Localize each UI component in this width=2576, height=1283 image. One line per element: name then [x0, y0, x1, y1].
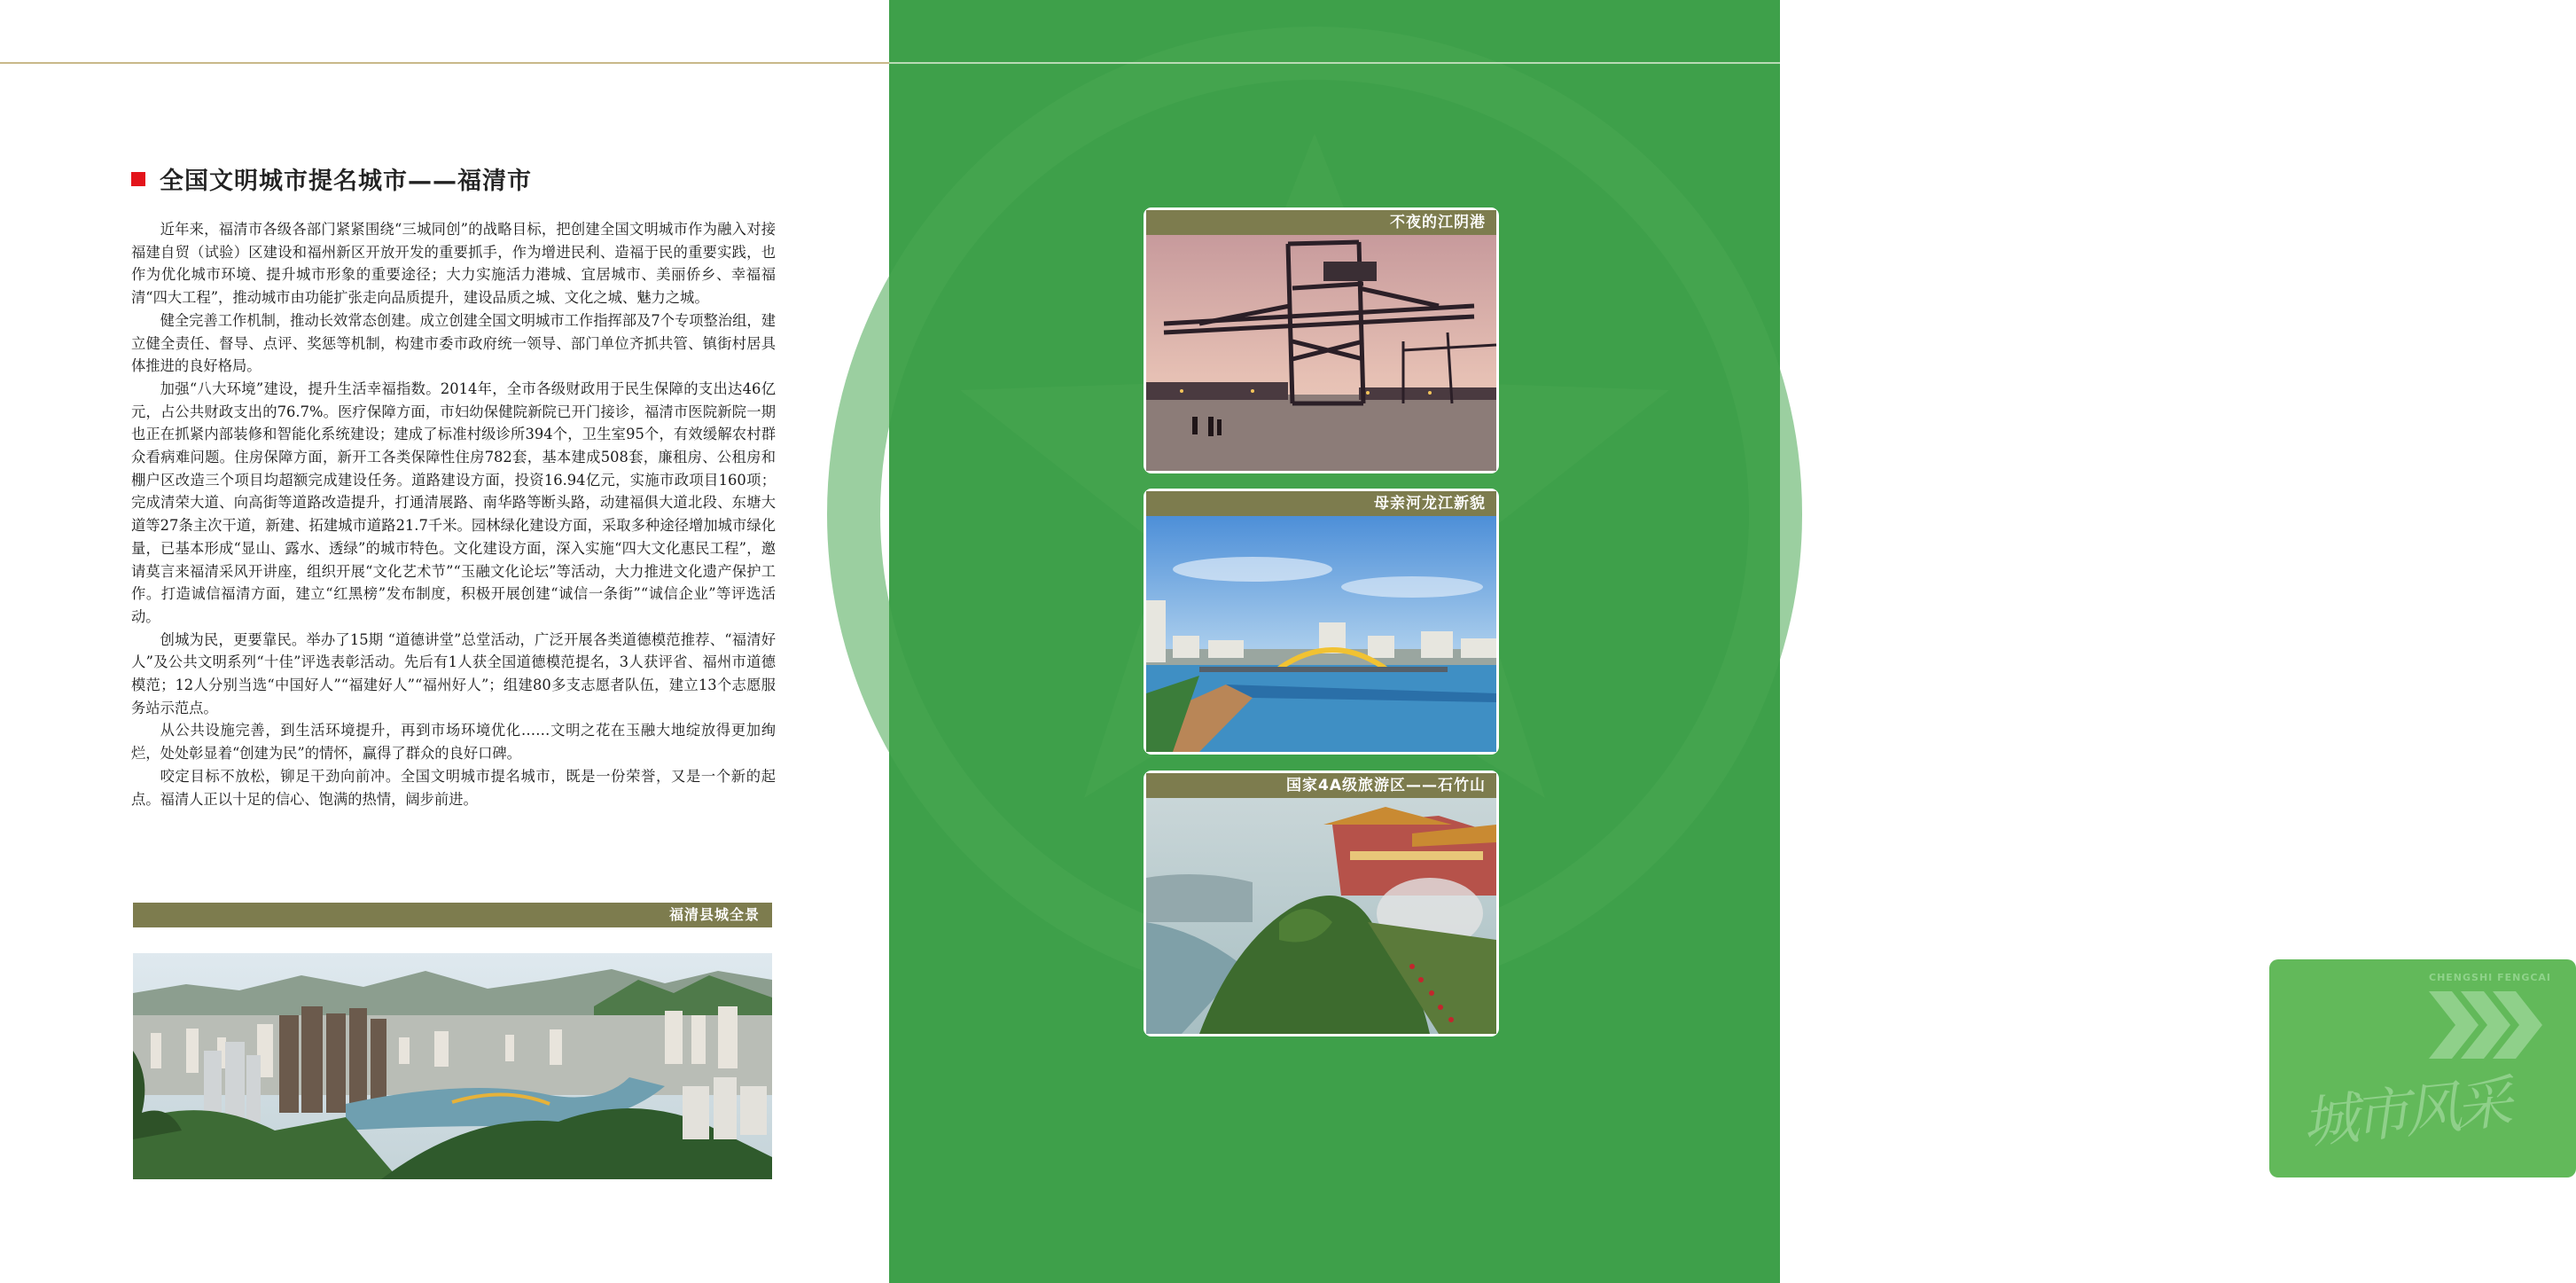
photo-caption: 不夜的江阴港 — [1146, 210, 1496, 235]
paragraph: 近年来，福清市各级各部门紧紧围绕“三城同创”的战略目标，把创建全国文明城市作为融入对接福建自贸（试验）区建设和福州新区开放开发的重要抓手，作为增进民利、造福于民的重要实践，也作为优化城市环境、提升城市形象的重要途径；大力实施活力港城、宜居城市、美丽侨乡、幸福福清“四大工程”，推动城市由功能扩张走向品质提升，建设品质之城、文化之城、魅力之城。 — [131, 221, 776, 307]
port-crane-photo — [1146, 235, 1496, 471]
paragraph: 从公共设施完善，到生活环境提升，再到市场环境优化……文明之花在玉融大地绽放得更加绚烂，处处彰显着“创建为民”的情怀，赢得了群众的良好口碑。 — [131, 722, 776, 763]
photo-caption: 国家4A级旅游区——石竹山 — [1146, 773, 1496, 798]
river-bridge-photo — [1146, 516, 1496, 752]
brand-chinese: 城市风采 — [2299, 1070, 2510, 1157]
temple-mountain-photo — [1146, 798, 1496, 1034]
top-rule — [889, 62, 1780, 64]
paragraph: 健全完善工作机制，推动长效常态创建。成立创建全国文明城市工作指挥部及7个专项整治组，建立健全责任、督导、点评、奖惩等机制，构建市委市政府统一领导、部门单位齐抓共管、镇街村居具体推进的良好格局。 — [131, 311, 776, 375]
page-title: 全国文明城市提名城市——福清市 — [160, 168, 532, 195]
paragraph: 加强“八大环境”建设，提升生活幸福指数。2014年，全市各级财政用于民生保障的支出达46亿元，占公共财政支出的76.7%。医疗保障方面，市妇幼保健院新院已开门接诊，福清市医院新院一期也正在抓紧内部装修和智能化系统建设；建成了标准村级诊所394个，卫生室95个，有效缓解农村群众看病难问题。住房保障方面，新开工各类保障性住房782套，基本建成508套，廉租房、公租房和棚户区改造三个项目均超额完成建设任务。道路建设方面，投资16.94亿元，实施市政项目160项；完成清荣大道、向高街等道路改造提升，打通清展路、南华路等断头路，动建福俱大道北段、东塘大道等27条主次干道，新建、拓建城市道路21.7千米。园林绿化建设方面，采取多种途径增加城市绿化量，已基本形成“显山、露水、透绿”的城市特色。文化建设方面，深入实施“四大文化惠民工程”，邀请莫言来福清采风开讲座，组织开展“文化艺术节”“玉融文化论坛”等活动，大力推进文化遗产保护工作。打造诚信福清方面，建立“红黑榜”发布制度，积极开展创建“诚信一条街”“诚信企业”等评选活动。 — [131, 379, 776, 625]
city-panorama-photo — [133, 953, 772, 1179]
photo-caption: 母亲河龙江新貌 — [1146, 491, 1496, 516]
chevrons-icon — [2429, 991, 2544, 1059]
section-heading — [131, 161, 532, 196]
brand-english: CHENGSHI FENGCAI — [2429, 972, 2552, 983]
article-body — [131, 218, 776, 810]
photo-card-mountain — [1144, 771, 1499, 1037]
section-brand-box — [2269, 959, 2576, 1177]
photo-card-river — [1144, 489, 1499, 755]
top-rule — [0, 62, 889, 64]
panorama-caption: 福清县城全景 — [133, 903, 772, 927]
left-page — [0, 0, 889, 1283]
photo-card-port — [1144, 207, 1499, 473]
paragraph: 创城为民，更要靠民。举办了15期 “道德讲堂”总堂活动，广泛开展各类道德模范推荐、“福清好人”及公共文明系列“十佳”评选表彰活动。先后有1人获全国道德模范提名，3人获评省、福州市道德模范；12人分别当选“中国好人”“福建好人”“福州好人”；组建80多支志愿者队伍，建立13个志愿服务站示范点。 — [131, 630, 776, 716]
red-square-bullet-icon — [131, 172, 145, 186]
paragraph: 咬定目标不放松，铆足干劲向前冲。全国文明城市提名城市，既是一份荣誉，又是一个新的起点。福清人正以十足的信心、饱满的热情，阔步前进。 — [131, 767, 776, 808]
